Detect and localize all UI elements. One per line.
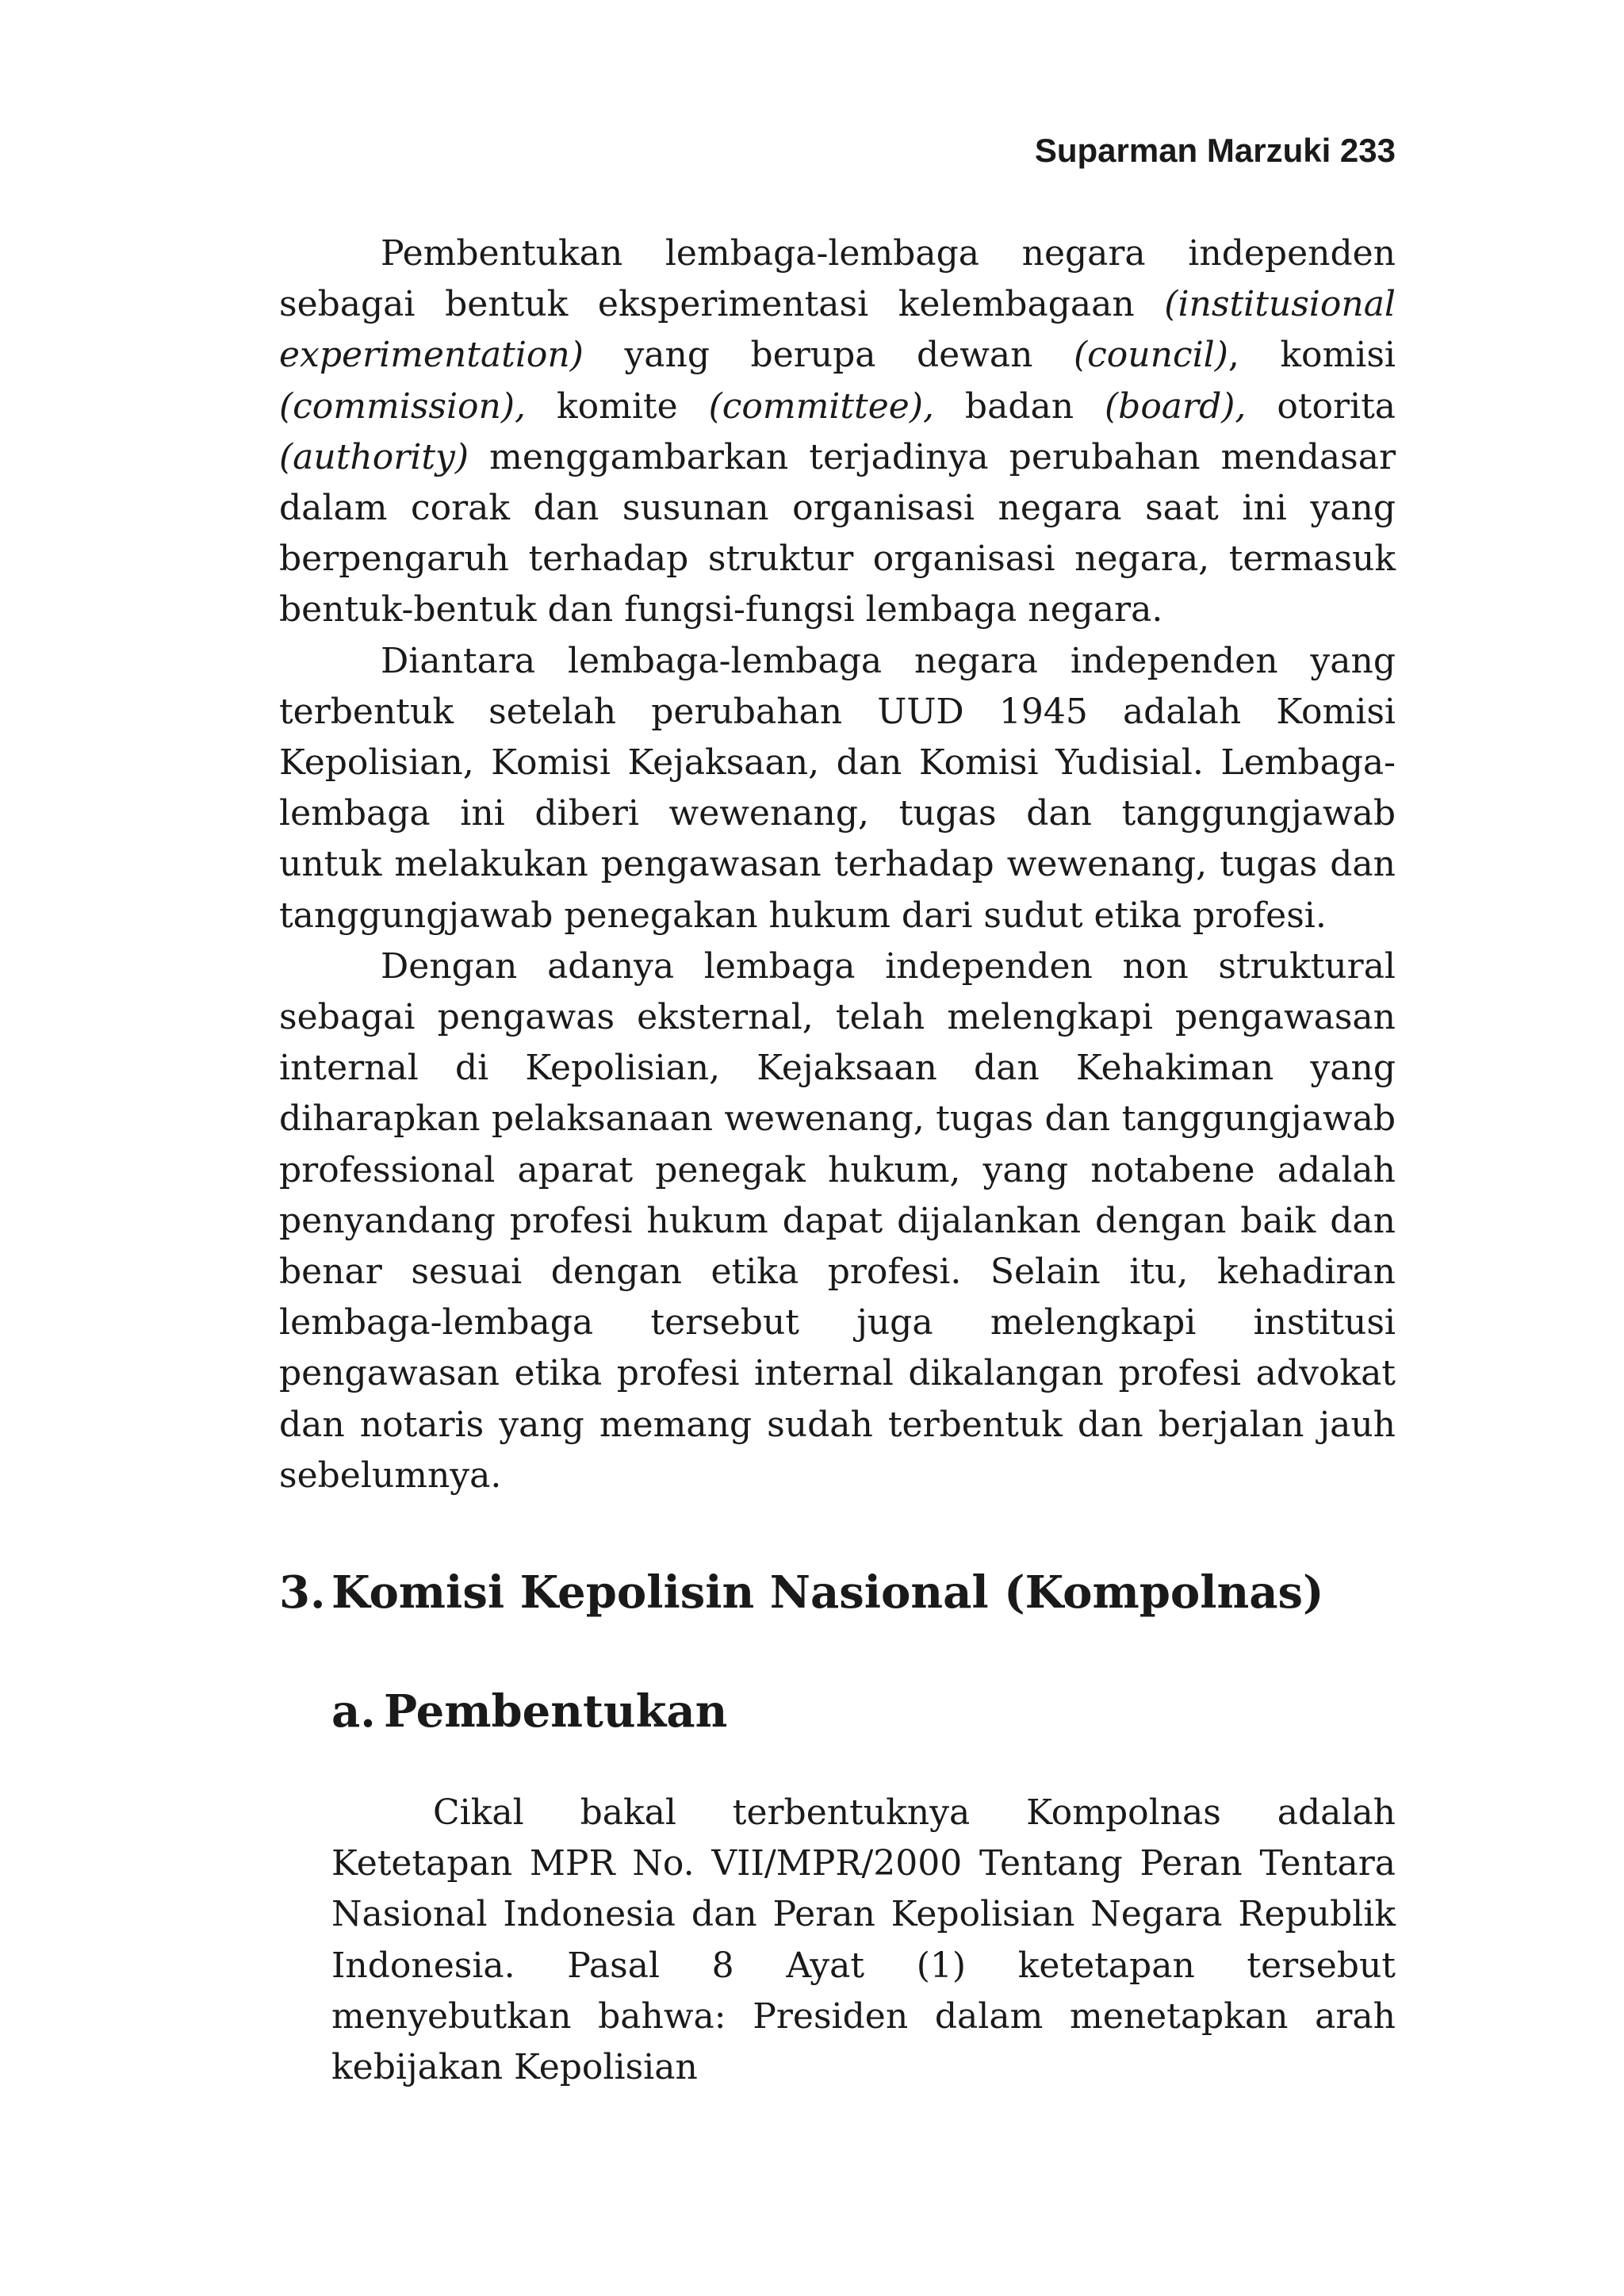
paragraph-1-text-1: Pembentukan lembaga-lembaga negara independen sebagai bentuk eksperimentasi kelembagaan bbox=[279, 233, 1396, 325]
section-heading bbox=[279, 1561, 1324, 1624]
paragraph-1-italic-3: (commission), bbox=[279, 385, 527, 427]
paragraph-1-text-2: yang berupa dewan bbox=[583, 335, 1074, 376]
running-head: Suparman Marzuki 233 bbox=[1034, 132, 1396, 169]
paragraph-1-text-6: otorita bbox=[1246, 385, 1396, 427]
subsection-title: Pembentukan bbox=[384, 1685, 728, 1738]
paragraph-1-text-7: menggambarkan terjadinya perubahan mendasar dalam corak dan susunan organisasi negara saat ini yang berpengaruh terhadap struktur organisasi negara, termasuk bentuk-bentuk dan fungsi-fungsi lembaga negara. bbox=[279, 436, 1396, 631]
paragraph-1-text-4: komite bbox=[526, 385, 709, 427]
body-text bbox=[279, 228, 1396, 1501]
paragraph-3: Dengan adanya lembaga independen non struktural sebagai pengawas eksternal, telah melengkapi pengawasan internal di Kepolisian, Kejaksaan dan Kehakiman yang diharapkan pelaksanaan wewenang, tugas dan tanggungjawab professional aparat penegak hukum, yang notabene adalah penyandang profesi hukum dapat dijalankan dengan baik dan benar sesuai dengan etika profesi. Selain itu, kehadiran lembaga-lembaga tersebut juga melengkapi institusi pengawasan etika profesi internal dikalangan profesi advokat dan notaris yang memang sudah terbentuk dan berjalan jauh sebelumnya. bbox=[279, 945, 1396, 1496]
paragraph-1-text-5: badan bbox=[933, 385, 1105, 427]
paragraph-1-italic-4: (committee), bbox=[708, 385, 934, 427]
subsection-number: a. bbox=[331, 1685, 376, 1738]
subsection-paragraph-1: Cikal bakal terbentuknya Kompolnas adalah Ketetapan MPR No. VII/MPR/2000 Tentang Peran Tentara Nasional Indonesia dan Peran Kepolisian Negara Republik Indonesia. Pasal 8 Ayat (1) ketetapan tersebut menyebutkan bahwa: Presiden dalam menetapkan arah kebijakan Kepolisian bbox=[331, 1792, 1396, 2088]
paragraph-1-italic-2: (council) bbox=[1073, 335, 1228, 376]
section-title: Komisi Kepolisin Nasional (Kompolnas) bbox=[331, 1566, 1324, 1619]
paragraph-1-italic-1: (institusional experimentation) bbox=[279, 284, 1396, 376]
paragraph-1-italic-5: (board), bbox=[1104, 385, 1247, 427]
paragraph-1-text-3: , komisi bbox=[1228, 335, 1396, 376]
subsection-heading bbox=[331, 1680, 727, 1743]
paragraph-2: Diantara lembaga-lembaga negara independen yang terbentuk setelah perubahan UUD 1945 adalah Komisi Kepolisian, Komisi Kejaksaan, dan Komisi Yudisial. Lembaga-lembaga ini diberi wewenang, tugas dan tanggungjawab untuk melakukan pengawasan terhadap wewenang, tugas dan tanggungjawab penegakan hukum dari sudut etika profesi. bbox=[279, 640, 1396, 936]
subsection-body-text bbox=[331, 1788, 1396, 2093]
paragraph-1-italic-6: (authority) bbox=[279, 436, 469, 477]
paragraph-1 bbox=[279, 228, 1396, 636]
section-number: 3. bbox=[279, 1566, 326, 1619]
